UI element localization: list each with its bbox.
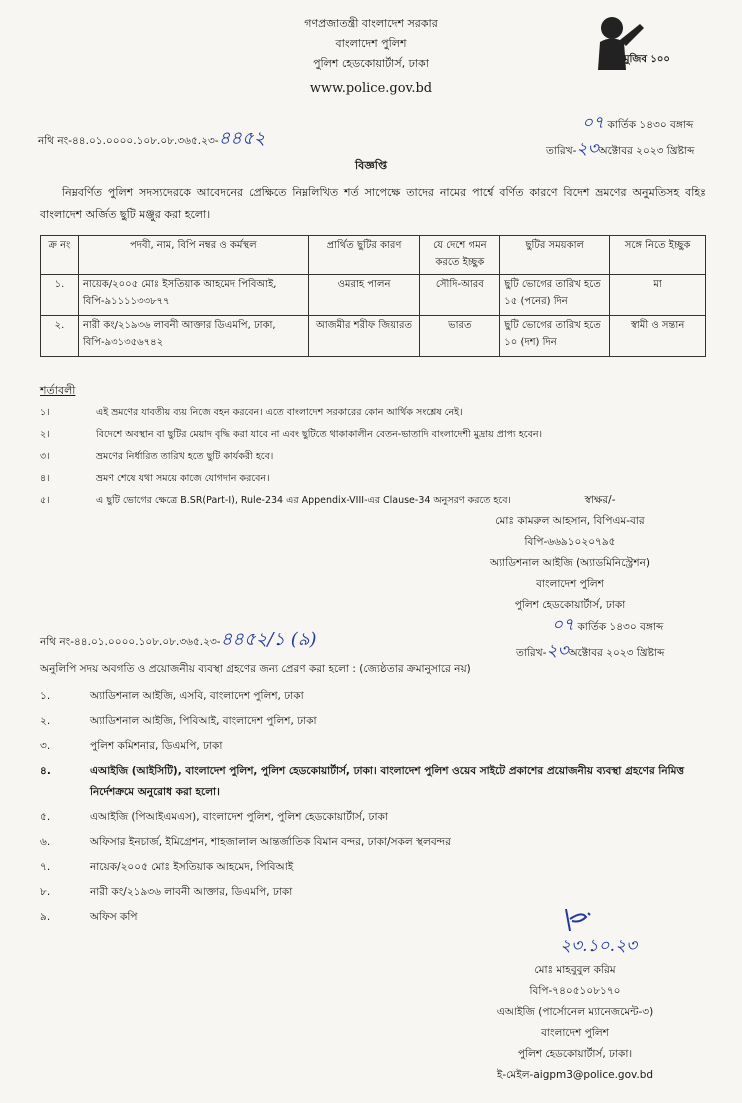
leave-table bbox=[40, 235, 706, 357]
table-row bbox=[41, 275, 706, 316]
signatory-office: পুলিশ হেডকোয়ার্টার্স, ঢাকা bbox=[514, 599, 626, 611]
list-item: ৩। ভ্রমণের নির্ধারিত তারিখ হতে ছুটি কার্যকরী হবে। bbox=[40, 451, 274, 462]
signatory-designation: এআইজি (পার্সোনেল ম্যানেজমেন্ট-৩) bbox=[496, 1006, 654, 1018]
table-cell: ছুটি ভোগের তারিখ হতে ১৫ (পনের) দিন bbox=[500, 275, 610, 316]
list-item: ২। বিদেশে অবস্থান বা ছুটির মেয়াদ বৃদ্ধি করা যাবে না এবং ছুটিতে থাকাকালীন বেতন-ভাতাদি বাংলাদেশী মুদ্রায় প্রাপ্য হবেন। bbox=[40, 429, 542, 440]
date-en-handwritten: ২৩ bbox=[546, 641, 569, 661]
signatory-email: ই-মেইল-aigpm3@police.gov.bd bbox=[496, 1069, 654, 1081]
notice-intro: নিম্নবর্ণিত পুলিশ সদস্যদেরকে আবেদনের প্রেক্ষিতে নিম্নলিখিত শর্ত সাপেক্ষে তাদের নামের পার্শ্বে বর্ণিত কারণে বিদেশ ভ্রমণের অনুমতিসহ বহিঃ বাংলাদেশ অর্জিত ছুটি মঞ্জুর করা হলো। bbox=[40, 186, 706, 221]
date-bn-handwritten: ০৭ bbox=[582, 113, 605, 133]
list-item: ৯. অফিস কপি bbox=[40, 911, 138, 923]
header-office: পুলিশ হেডকোয়ার্টার্স, ঢাকা bbox=[313, 57, 429, 70]
date-bn: কার্তিক ১৪৩০ বঙ্গাব্দ bbox=[577, 621, 664, 633]
signature-icon bbox=[560, 905, 620, 935]
list-item: ৫. এআইজি (পিআইএমএস), বাংলাদেশ পুলিশ, পুলিশ হেডকোয়ার্টার্স, ঢাকা bbox=[40, 811, 388, 823]
signatory-name: মোঃ কামরুল আহসান, বিপিএম-বার bbox=[495, 515, 645, 527]
table-cell: ভারত bbox=[420, 316, 500, 357]
column-header: প্রার্থিত ছুটির কারণ bbox=[308, 236, 420, 275]
signature-date: ২৩.১০.২৩ bbox=[560, 936, 638, 956]
notice-title: বিজ্ঞপ্তি bbox=[355, 159, 387, 172]
logo-text: মুজিব ১০০ bbox=[624, 54, 670, 65]
signature-block-1 bbox=[440, 490, 700, 616]
signatory-bp: বিপি-৭৪০৫১০৮১৭০ bbox=[529, 985, 621, 997]
memo-number-handwritten: ৪৪৫২/১ (৯) bbox=[220, 629, 317, 650]
signature-block-2 bbox=[450, 960, 700, 1086]
table-cell: সৌদি-আরব bbox=[420, 275, 500, 316]
list-item: ৫। এ ছুটি ভোগের ক্ষেত্রে B.SR(Part-I), Rule-234 এর Appendix-VIII-এর Clause-34 অনুসরণ করতে হবে। bbox=[40, 495, 511, 506]
memo-number bbox=[38, 124, 265, 155]
date-label: তারিখ- bbox=[516, 647, 547, 659]
list-item: ১. অ্যাডিশনাল আইজি, এসবি, বাংলাদেশ পুলিশ, ঢাকা bbox=[40, 690, 304, 702]
table-cell: ২. bbox=[41, 316, 79, 357]
column-header: সঙ্গে নিতে ইচ্ছুক bbox=[610, 236, 706, 275]
date-en-handwritten: ২৩ bbox=[576, 139, 599, 159]
header-govt: গণপ্রজাতন্ত্রী বাংলাদেশ সরকার bbox=[304, 17, 438, 30]
table-cell: স্বামী ও সন্তান bbox=[610, 316, 706, 357]
date-bn: কার্তিক ১৪৩০ বঙ্গাব্দ bbox=[607, 119, 694, 131]
signatory-name: মোঃ মাহবুবুল করিম bbox=[534, 964, 616, 976]
list-item: ৭. নায়েক/২০০৫ মোঃ ইসতিয়াক আহমেদ, পিবিআই bbox=[40, 861, 294, 873]
conditions-title: শর্তাবলী bbox=[40, 384, 76, 397]
copy-intro: অনুলিপি সদয় অবগতি ও প্রয়োজনীয় ব্যবস্থা গ্রহণের জন্য প্রেরণ করা হলো : (জ্যেষ্ঠতার ক্রমানুসারে নয়) bbox=[40, 663, 471, 675]
header-website: www.police.gov.bd bbox=[309, 81, 433, 96]
column-header: ছুটির সময়কাল bbox=[500, 236, 610, 275]
table-header-row bbox=[41, 236, 706, 275]
table-cell: ওমরাহ পালন bbox=[308, 275, 420, 316]
date-label: তারিখ- bbox=[546, 145, 577, 157]
signatory-org: বাংলাদেশ পুলিশ bbox=[536, 578, 604, 590]
mujib-100-logo bbox=[590, 10, 680, 72]
memo-number-copy bbox=[40, 625, 317, 656]
table-cell: নায়েক/২০০৫ মোঃ ইসতিয়াক আহমেদ পিবিআই, বিপি-৯১১১১৩৩৮৭৭ bbox=[78, 275, 308, 316]
table-cell: মা bbox=[610, 275, 706, 316]
table-row bbox=[41, 316, 706, 357]
signatory-bp: বিপি-৬৬৯১০২০৭৯৫ bbox=[524, 536, 616, 548]
table-cell: ছুটি ভোগের তারিখ হতে ১০ (দশ) দিন bbox=[500, 316, 610, 357]
column-header: পদবী, নাম, বিপি নম্বর ও কর্মস্থল bbox=[78, 236, 308, 275]
signatory-office: পুলিশ হেডকোয়ার্টার্স, ঢাকা। bbox=[517, 1048, 633, 1060]
header-org: বাংলাদেশ পুলিশ bbox=[335, 37, 407, 50]
signatory-designation: অ্যাডিশনাল আইজি (অ্যাডমিনিস্ট্রেশন) bbox=[490, 557, 650, 569]
list-item: ১। এই ভ্রমণের যাবতীয় ব্যয় নিজে বহন করবেন। এতে বাংলাদেশ সরকারের কোন আর্থিক সংশ্লেষ নেই। bbox=[40, 407, 463, 418]
memo-number-printed: নথি নং-৪৪.০১.০০০০.১০৮.০৮.৩৬৫.২৩- bbox=[38, 135, 219, 147]
list-item: ৬. অফিসার ইনচার্জ, ইমিগ্রেশন, শাহজালাল আন্তর্জাতিক বিমান বন্দর, ঢাকা/সকল স্থলবন্দর bbox=[40, 836, 451, 848]
date-en: অক্টোবর ২০২৩ খ্রিষ্টাব্দ bbox=[568, 647, 665, 659]
date-en: অক্টোবর ২০২৩ খ্রিষ্টাব্দ bbox=[598, 145, 695, 157]
handwritten-signature bbox=[560, 905, 620, 935]
table-cell: নারী কং/২১৯৩৬ লাবনী আক্তার ডিএমপি, ঢাকা, বিপি-৯৩১৩৫৬৭৪২ bbox=[78, 316, 308, 357]
table-cell: ১. bbox=[41, 275, 79, 316]
list-item: ৩. পুলিশ কমিশনার, ডিএমপি, ঢাকা bbox=[40, 740, 223, 752]
memo-date-copy bbox=[516, 612, 736, 666]
memo-date bbox=[546, 110, 736, 164]
list-item: ৮. নারী কং/২১৯৩৬ লাবনী আক্তার, ডিএমপি, ঢাকা bbox=[40, 886, 293, 898]
memo-number-handwritten: ৪৪৫২ bbox=[218, 128, 266, 149]
column-header: ক্র নং bbox=[41, 236, 79, 275]
signed-mark: স্বাক্ষর/- bbox=[584, 494, 616, 506]
list-item: ৪। ভ্রমণ শেষে যথা সময়ে কাজে যোগদান করবেন। bbox=[40, 473, 270, 484]
signatory-org: বাংলাদেশ পুলিশ bbox=[541, 1027, 609, 1039]
list-item: ২. অ্যাডিশনাল আইজি, পিবিআই, বাংলাদেশ পুলিশ, ঢাকা bbox=[40, 715, 317, 727]
date-bn-handwritten: ০৭ bbox=[552, 615, 575, 635]
copy-list bbox=[40, 686, 700, 932]
table-cell: আজমীর শরীফ জিয়ারত bbox=[308, 316, 420, 357]
column-header: যে দেশে গমন করতে ইচ্ছুক bbox=[420, 236, 500, 275]
memo-number-printed: নথি নং-৪৪.০১.০০০০.১০৮.০৮.৩৬৫.২৩- bbox=[40, 636, 221, 648]
list-item: ৪. এআইজি (আইসিটি), বাংলাদেশ পুলিশ, পুলিশ হেডকোয়ার্টার্স, ঢাকা। বাংলাদেশ পুলিশ ওয়েব সাইটে প্রকাশের প্রয়োজনীয় ব্যবস্থা গ্রহণের নিমিত্ত নির্দেশক্রমে অনুরোধ করা হলো। bbox=[40, 765, 684, 798]
